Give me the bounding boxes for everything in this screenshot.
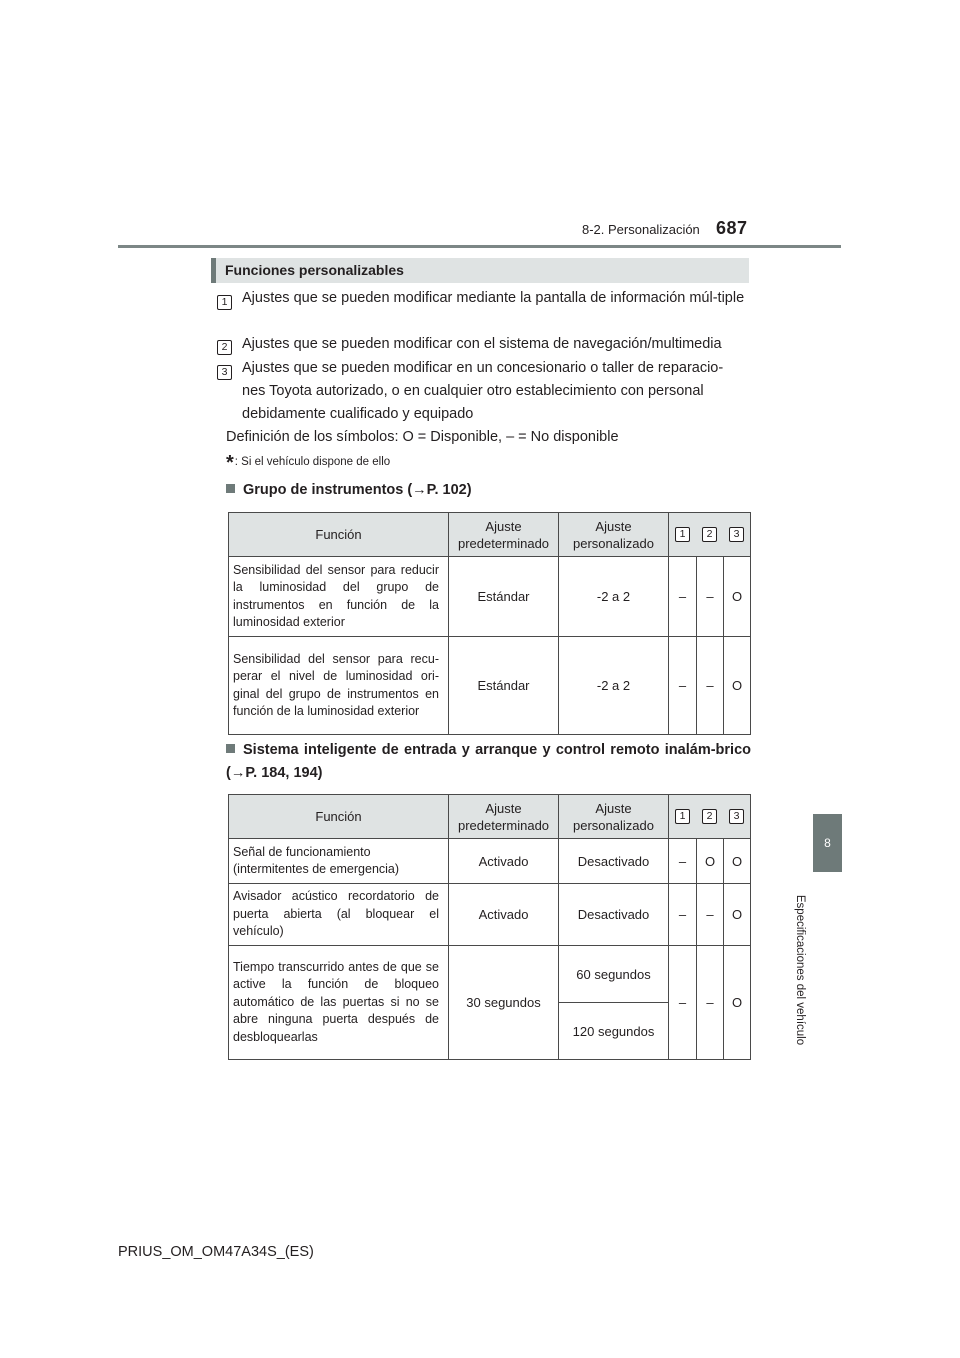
number-badge-icon: 2 [702,809,717,824]
chapter-number: 8 [824,836,831,850]
number-badge-icon: 3 [729,809,744,824]
chapter-title: Especificaciones del vehículo [794,894,807,1045]
cell-avail-1: – [669,884,697,946]
cell-default: 30 segundos [449,946,559,1060]
number-badge-icon: 3 [729,527,744,542]
footnote-text: : Si el vehículo dispone de ello [234,456,391,468]
header-custom: Ajuste personalizado [559,513,669,557]
section-heading-bar [211,258,216,283]
table-row [229,557,751,637]
header-default: Ajuste predeterminado [449,795,559,839]
number-badge-icon: 1 [675,809,690,824]
cell-function: Tiempo transcurrido antes de que se active la función de bloqueo automático de las puertas si no se abre ninguna puerta después de desbloquearlas [229,946,449,1060]
header-badges [669,795,751,839]
cell-default: Activado [449,884,559,946]
number-badge-icon: 1 [217,295,232,310]
cell-custom: -2 a 2 [559,637,669,735]
legend-text-1: Ajustes que se pueden modificar mediante la pantalla de información múl-tiple [242,290,745,306]
header-function: Función [229,513,449,557]
header-divider [118,245,841,248]
cell-default: Estándar [449,637,559,735]
smart-entry-table [228,794,751,1060]
cell-avail-2: – [697,637,724,735]
group1-heading [226,479,472,502]
cell-avail-3: O [724,839,751,884]
cell-custom: -2 a 2 [559,557,669,637]
cell-avail-3: O [724,557,751,637]
table-row [229,839,751,884]
header-badges [669,513,751,557]
cell-default: Activado [449,839,559,884]
cell-function: Sensibilidad del sensor para reducir la luminosidad del grupo de instrumentos en función de la luminosidad exterior [229,557,449,637]
page-number: 687 [716,218,748,238]
number-badge-icon: 3 [217,365,232,380]
cell-avail-3: O [724,884,751,946]
header-default: Ajuste predeterminado [449,513,559,557]
group1-title[interactable]: Grupo de instrumentos (→P. 102) [243,482,472,498]
legend-text-2: Ajustes que se pueden modificar con el sistema de navegación/multimedia [242,336,722,352]
cell-custom: 120 segundos [559,1003,669,1060]
chapter-tab[interactable] [813,814,842,872]
cell-function: Señal de funcionamiento (intermitentes de emergencia) [229,839,449,884]
cell-function: Avisador acústico recordatorio de puerta abierta (al bloquear el vehículo) [229,884,449,946]
cell-avail-1: – [669,839,697,884]
square-bullet-icon [226,484,235,493]
section-heading-text: Funciones personalizables [225,262,404,278]
number-badge-icon: 2 [702,527,717,542]
footnote-mark: * [226,452,234,474]
cell-function: Sensibilidad del sensor para recu-perar el nivel de luminosidad ori-ginal del grupo de instrumentos en función de la luminosidad exterior [229,637,449,735]
cell-avail-1: – [669,946,697,1060]
table-row [229,946,751,1003]
number-badge-icon: 1 [675,527,690,542]
chapter-title-vertical [788,882,812,1057]
cell-avail-3: O [724,946,751,1060]
document-code: PRIUS_OM_OM47A34S_(ES) [118,1244,314,1260]
table-row [229,637,751,735]
instrument-cluster-table [228,512,751,735]
table-row [229,884,751,946]
symbols-definition: Definición de los símbolos: O = Disponible, – = No disponible [226,429,619,445]
header-custom: Ajuste personalizado [559,795,669,839]
header-function: Función [229,795,449,839]
cell-avail-2: O [697,839,724,884]
footnote [226,452,390,475]
cell-avail-2: – [697,557,724,637]
section-reference: 8-2. Personalización [582,222,700,237]
cell-avail-1: – [669,557,697,637]
section-heading [211,258,749,283]
legend-text-3: Ajustes que se pueden modificar en un concesionario o taller de reparacio-nes Toyota autorizado, o en cualquier otro establecimiento con personal debidamente cualificado y equipado [242,360,724,422]
cell-custom: 60 segundos [559,946,669,1003]
square-bullet-icon [226,744,235,753]
number-badge-icon: 2 [217,340,232,355]
cell-avail-2: – [697,884,724,946]
cell-custom: Desactivado [559,839,669,884]
cell-avail-3: O [724,637,751,735]
group2-title[interactable]: Sistema inteligente de entrada y arranque y control remoto inalám-brico (→P. 184, 194) [226,742,751,781]
cell-custom: Desactivado [559,884,669,946]
cell-avail-2: – [697,946,724,1060]
group2-heading [226,739,751,785]
cell-default: Estándar [449,557,559,637]
cell-avail-1: – [669,637,697,735]
